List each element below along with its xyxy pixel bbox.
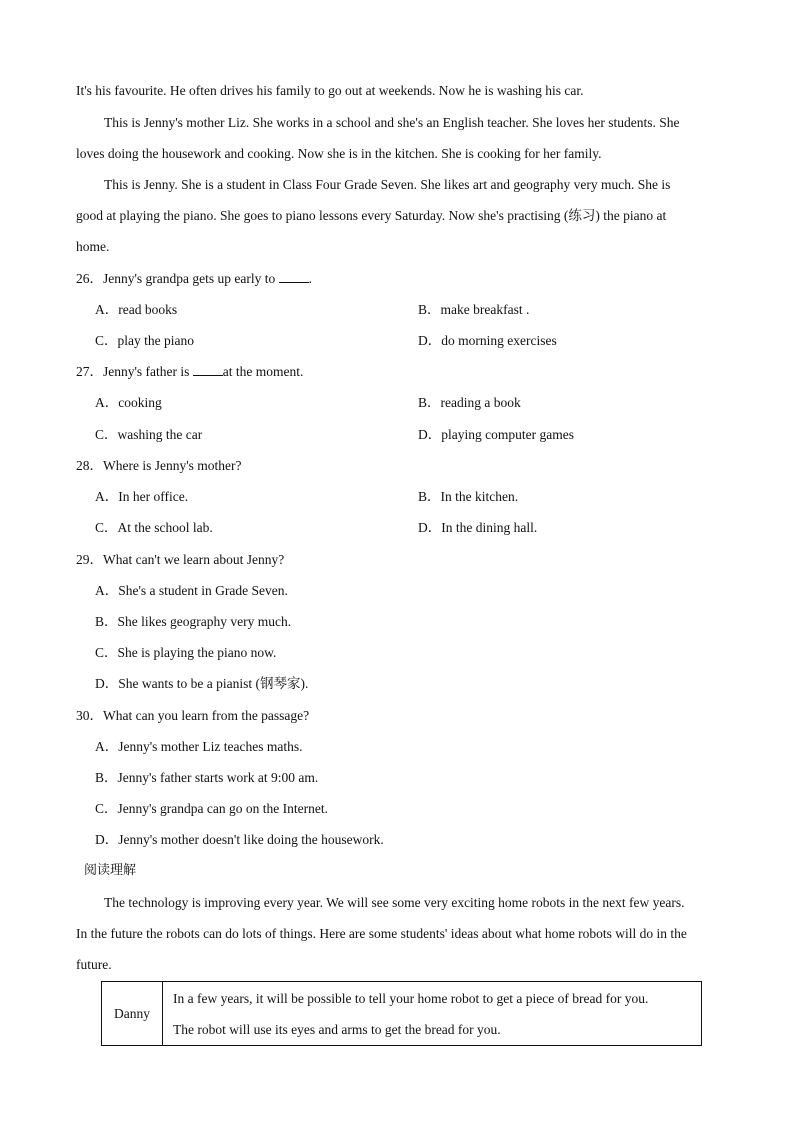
option-c[interactable]: C．washing the car [95,427,203,442]
option-b[interactable]: B．Jenny's father starts work at 9:00 am. [95,770,319,785]
ideas-table [101,981,702,1046]
passage-line: In the future the robots can do lots of things. Here are some students' ideas about what home robots will do in the [76,926,687,941]
idea-line: In a few years, it will be possible to tell your home robot to get a piece of bread for you. [173,990,649,1006]
option-d[interactable]: D．In the dining hall. [418,520,538,535]
passage-line: home. [76,239,110,254]
question-26 [76,270,312,288]
question-text-end: at the moment. [222,364,304,379]
option-d[interactable]: D．Jenny's mother doesn't like doing the housework. [95,832,384,847]
table-row [102,982,702,1046]
passage-line: loves doing the housework and cooking. Now she is in the kitchen. She is cooking for her family. [76,146,602,161]
option-c[interactable]: C．At the school lab. [95,520,213,535]
student-name: Danny [102,982,163,1046]
option-a[interactable]: A．Jenny's mother Liz teaches maths. [95,739,303,754]
question-text-end: . [308,271,313,286]
option-b[interactable]: B．reading a book [418,395,521,410]
option-a[interactable]: A．read books [95,302,178,317]
option-a[interactable]: A．cooking [95,395,162,410]
passage-line: The technology is improving every year. We will see some very exciting home robots in the next few years. [104,895,685,910]
question-text: 27．Jenny's father is [76,364,193,379]
passage-line: good at playing the piano. She goes to piano lessons every Saturday. Now she's practising (练习) the piano at [76,208,667,223]
option-a[interactable]: A．In her office. [95,489,189,504]
option-b[interactable]: B．In the kitchen. [418,489,519,504]
passage-line: future. [76,957,112,972]
option-d[interactable]: D．playing computer games [418,427,574,442]
passage-line: This is Jenny's mother Liz. She works in a school and she's an English teacher. She loves her students. She [104,115,680,130]
section-title: 阅读理解 [84,863,137,878]
idea-line: The robot will use its eyes and arms to get the bread for you. [173,1021,501,1037]
question-30: 30．What can you learn from the passage? [76,708,310,723]
option-d[interactable]: D．do morning exercises [418,333,557,348]
question-28: 28．Where is Jenny's mother? [76,458,242,473]
option-b[interactable]: B．She likes geography very much. [95,614,292,629]
passage-line: This is Jenny. She is a student in Class Four Grade Seven. She likes art and geography very much. She is [104,177,671,192]
question-27 [76,363,303,381]
option-c[interactable]: C．Jenny's grandpa can go on the Internet. [95,801,328,816]
option-d[interactable]: D．She wants to be a pianist (钢琴家). [95,676,309,691]
question-text: 26．Jenny's grandpa gets up early to [76,271,279,286]
passage-line: It's his favourite. He often drives his family to go out at weekends. Now he is washing his car. [76,83,584,98]
option-c[interactable]: C．play the piano [95,333,194,348]
option-c[interactable]: C．She is playing the piano now. [95,645,277,660]
question-29: 29．What can't we learn about Jenny? [76,552,285,567]
option-a[interactable]: A．She's a student in Grade Seven. [95,583,288,598]
answer-blank [279,270,309,283]
option-b[interactable]: B．make breakfast . [418,302,530,317]
student-idea [163,982,702,1046]
answer-blank [193,363,223,376]
